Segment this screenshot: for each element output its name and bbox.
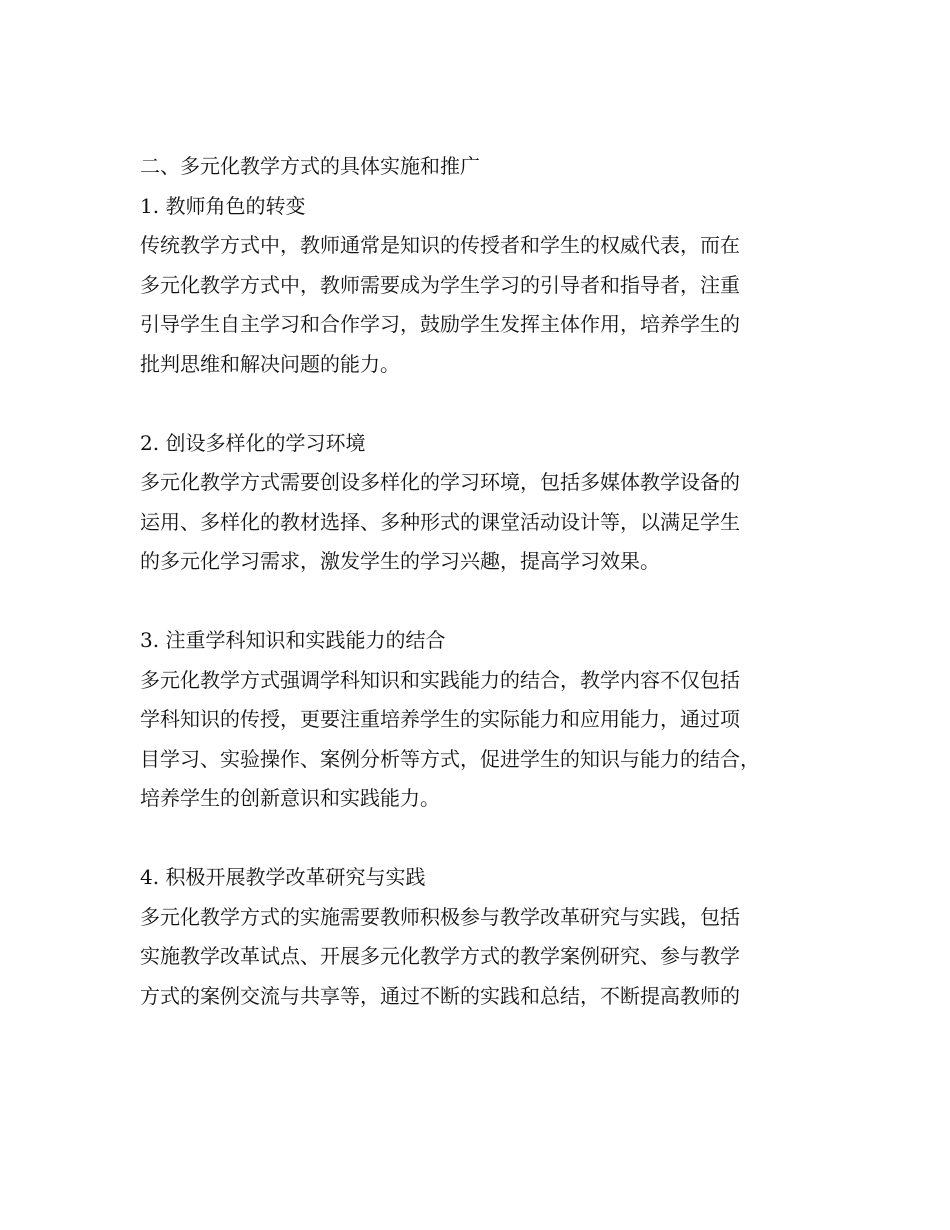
paragraph-line: 方式的案例交流与共享等，通过不断的实践和总结，不断提高教师的: [140, 983, 740, 1008]
subsection-heading: 3. 注重学科知识和实践能力的结合: [140, 628, 446, 652]
subsection-heading: 2. 创设多样化的学习环境: [140, 430, 366, 455]
paragraph-line: 目学习、实验操作、案例分析等方式，促进学生的知识与能力的结合，: [140, 746, 760, 771]
paragraph-line: 批判思维和解决问题的能力。: [140, 351, 400, 376]
paragraph-line: 多元化教学方式需要创设多样化的学习环境，包括多媒体教学设备的: [140, 470, 740, 494]
paragraph-line: 培养学生的创新意识和实践能力。: [140, 786, 440, 810]
paragraph-line: 多元化教学方式中，教师需要成为学生学习的引导者和指导者，注重: [140, 272, 740, 297]
document-body: [140, 147, 840, 1016]
paragraph-line: 传统教学方式中，教师通常是知识的传授者和学生的权威代表，而在: [140, 233, 740, 257]
section-title: 二、多元化教学方式的具体实施和推广: [140, 154, 480, 178]
paragraph-line: 运用、多样化的教材选择、多种形式的课堂活动设计等，以满足学生: [140, 509, 740, 534]
subsection-heading: 4. 积极开展教学改革研究与实践: [140, 865, 426, 889]
paragraph-gap: [140, 582, 840, 622]
paragraph-line: 引导学生自主学习和合作学习，鼓励学生发挥主体作用，培养学生的: [140, 312, 740, 336]
paragraph-line: 的多元化学习需求，激发学生的学习兴趣，提高学习效果。: [140, 549, 660, 573]
subsection-heading: 1. 教师角色的转变: [140, 193, 306, 218]
paragraph-line: 实施教学改革试点、开展多元化教学方式的教学案例研究、参与教学: [140, 944, 740, 968]
paragraph-line: 多元化教学方式强调学科知识和实践能力的结合，教学内容不仅包括: [140, 667, 740, 692]
paragraph-line: 多元化教学方式的实施需要教师积极参与教学改革研究与实践，包括: [140, 904, 740, 929]
paragraph-gap: [140, 819, 840, 859]
paragraph-gap: [140, 384, 840, 424]
paragraph-line: 学科知识的传授，更要注重培养学生的实际能力和应用能力，通过项: [140, 707, 740, 731]
